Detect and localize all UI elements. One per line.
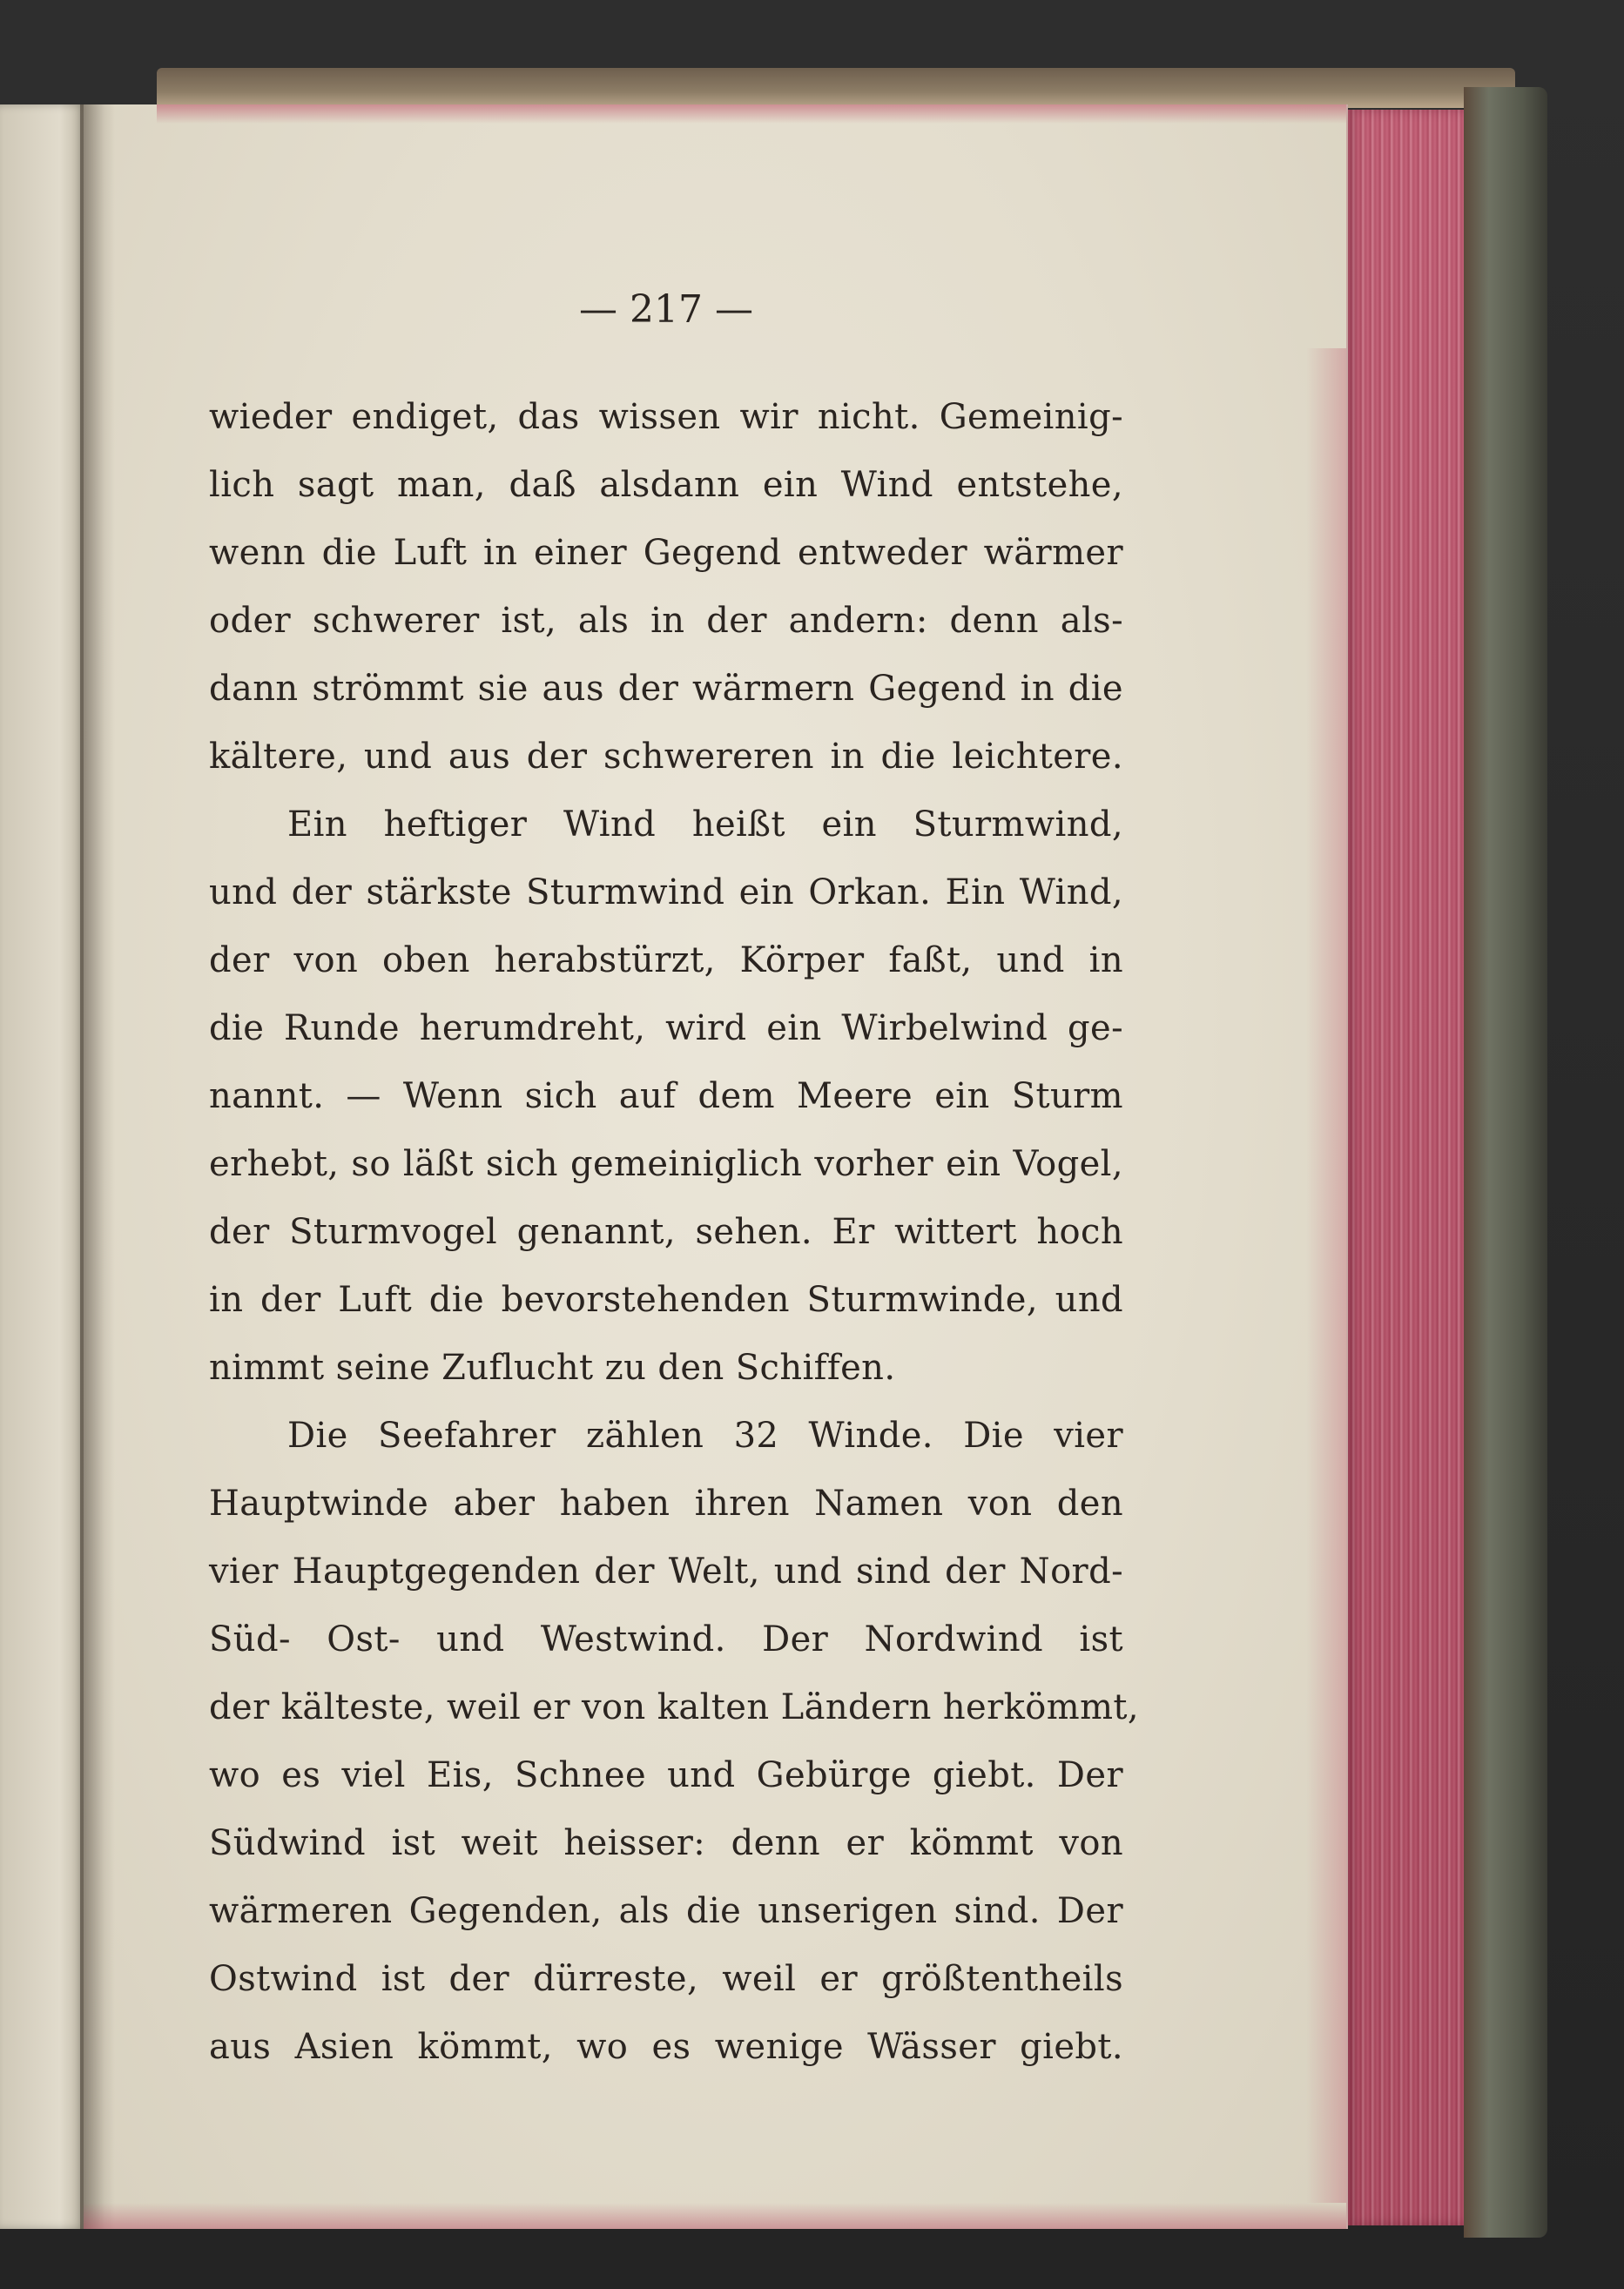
text-line: die Runde herumdreht, wird ein Wirbelwind ge- (209, 1008, 1123, 1048)
text-line: erhebt, so läßt sich gemeiniglich vorher ein Vogel, (209, 1144, 1123, 1184)
page-stain-right (1306, 348, 1346, 2203)
page-stain-top (157, 104, 1346, 124)
page-stain-bottom (84, 2203, 1346, 2229)
text-line: Hauptwinde aber haben ihren Namen von den (209, 1484, 1123, 1524)
text-line: lich sagt man, daß alsdann ein Wind entstehe, (209, 465, 1123, 505)
text-line: Die Seefahrer zählen 32 Winde. Die vier (287, 1416, 1123, 1456)
text-line: Süd- Ost- und Westwind. Der Nordwind ist (209, 1619, 1123, 1660)
text-line: wieder endiget, das wissen wir nicht. Gemeinig- (209, 397, 1123, 437)
text-line: Ein heftiger Wind heißt ein Sturmwind, (287, 805, 1123, 845)
text-line: dann strömmt sie aus der wärmern Gegend in die (209, 669, 1123, 709)
text-line: der kälteste, weil er von kalten Ländern herkömmt, (209, 1687, 1139, 1727)
book-binding (157, 68, 1515, 108)
text-line: nimmt seine Zuflucht zu den Schiffen. (209, 1348, 896, 1388)
text-line: wo es viel Eis, Schnee und Gebürge giebt. Der (209, 1755, 1123, 1795)
facing-page (0, 104, 85, 2229)
text-line: wenn die Luft in einer Gegend entweder wärmer (209, 533, 1123, 573)
text-line: kältere, und aus der schwereren in die leichtere. (209, 737, 1123, 777)
text-line: wärmeren Gegenden, als die unserigen sind. Der (209, 1891, 1123, 1931)
text-line: der Sturmvogel genannt, sehen. Er wittert hoch (209, 1212, 1123, 1252)
text-line: nannt. — Wenn sich auf dem Meere ein Sturm (209, 1076, 1123, 1116)
text-line: Südwind ist weit heisser: denn er kömmt von (209, 1823, 1123, 1863)
text-line: in der Luft die bevorstehenden Sturmwinde, und (209, 1280, 1123, 1320)
page-number: — 217 — (579, 287, 753, 332)
text-line: aus Asien kömmt, wo es wenige Wässer giebt. (209, 2027, 1123, 2067)
text-line: oder schwerer ist, als in der andern: denn als- (209, 601, 1123, 641)
text-line: Ostwind ist der dürreste, weil er größtentheils (209, 1959, 1123, 1999)
text-line: vier Hauptgegenden der Welt, und sind der Nord- (209, 1552, 1123, 1592)
book-cover-edge (1464, 87, 1547, 2238)
text-line: und der stärkste Sturmwind ein Orkan. Ein Wind, (209, 872, 1123, 912)
text-line: der von oben herabstürzt, Körper faßt, und in (209, 940, 1123, 980)
gutter-shadow (80, 104, 115, 2229)
page-block-edge-shade (1346, 110, 1464, 2225)
